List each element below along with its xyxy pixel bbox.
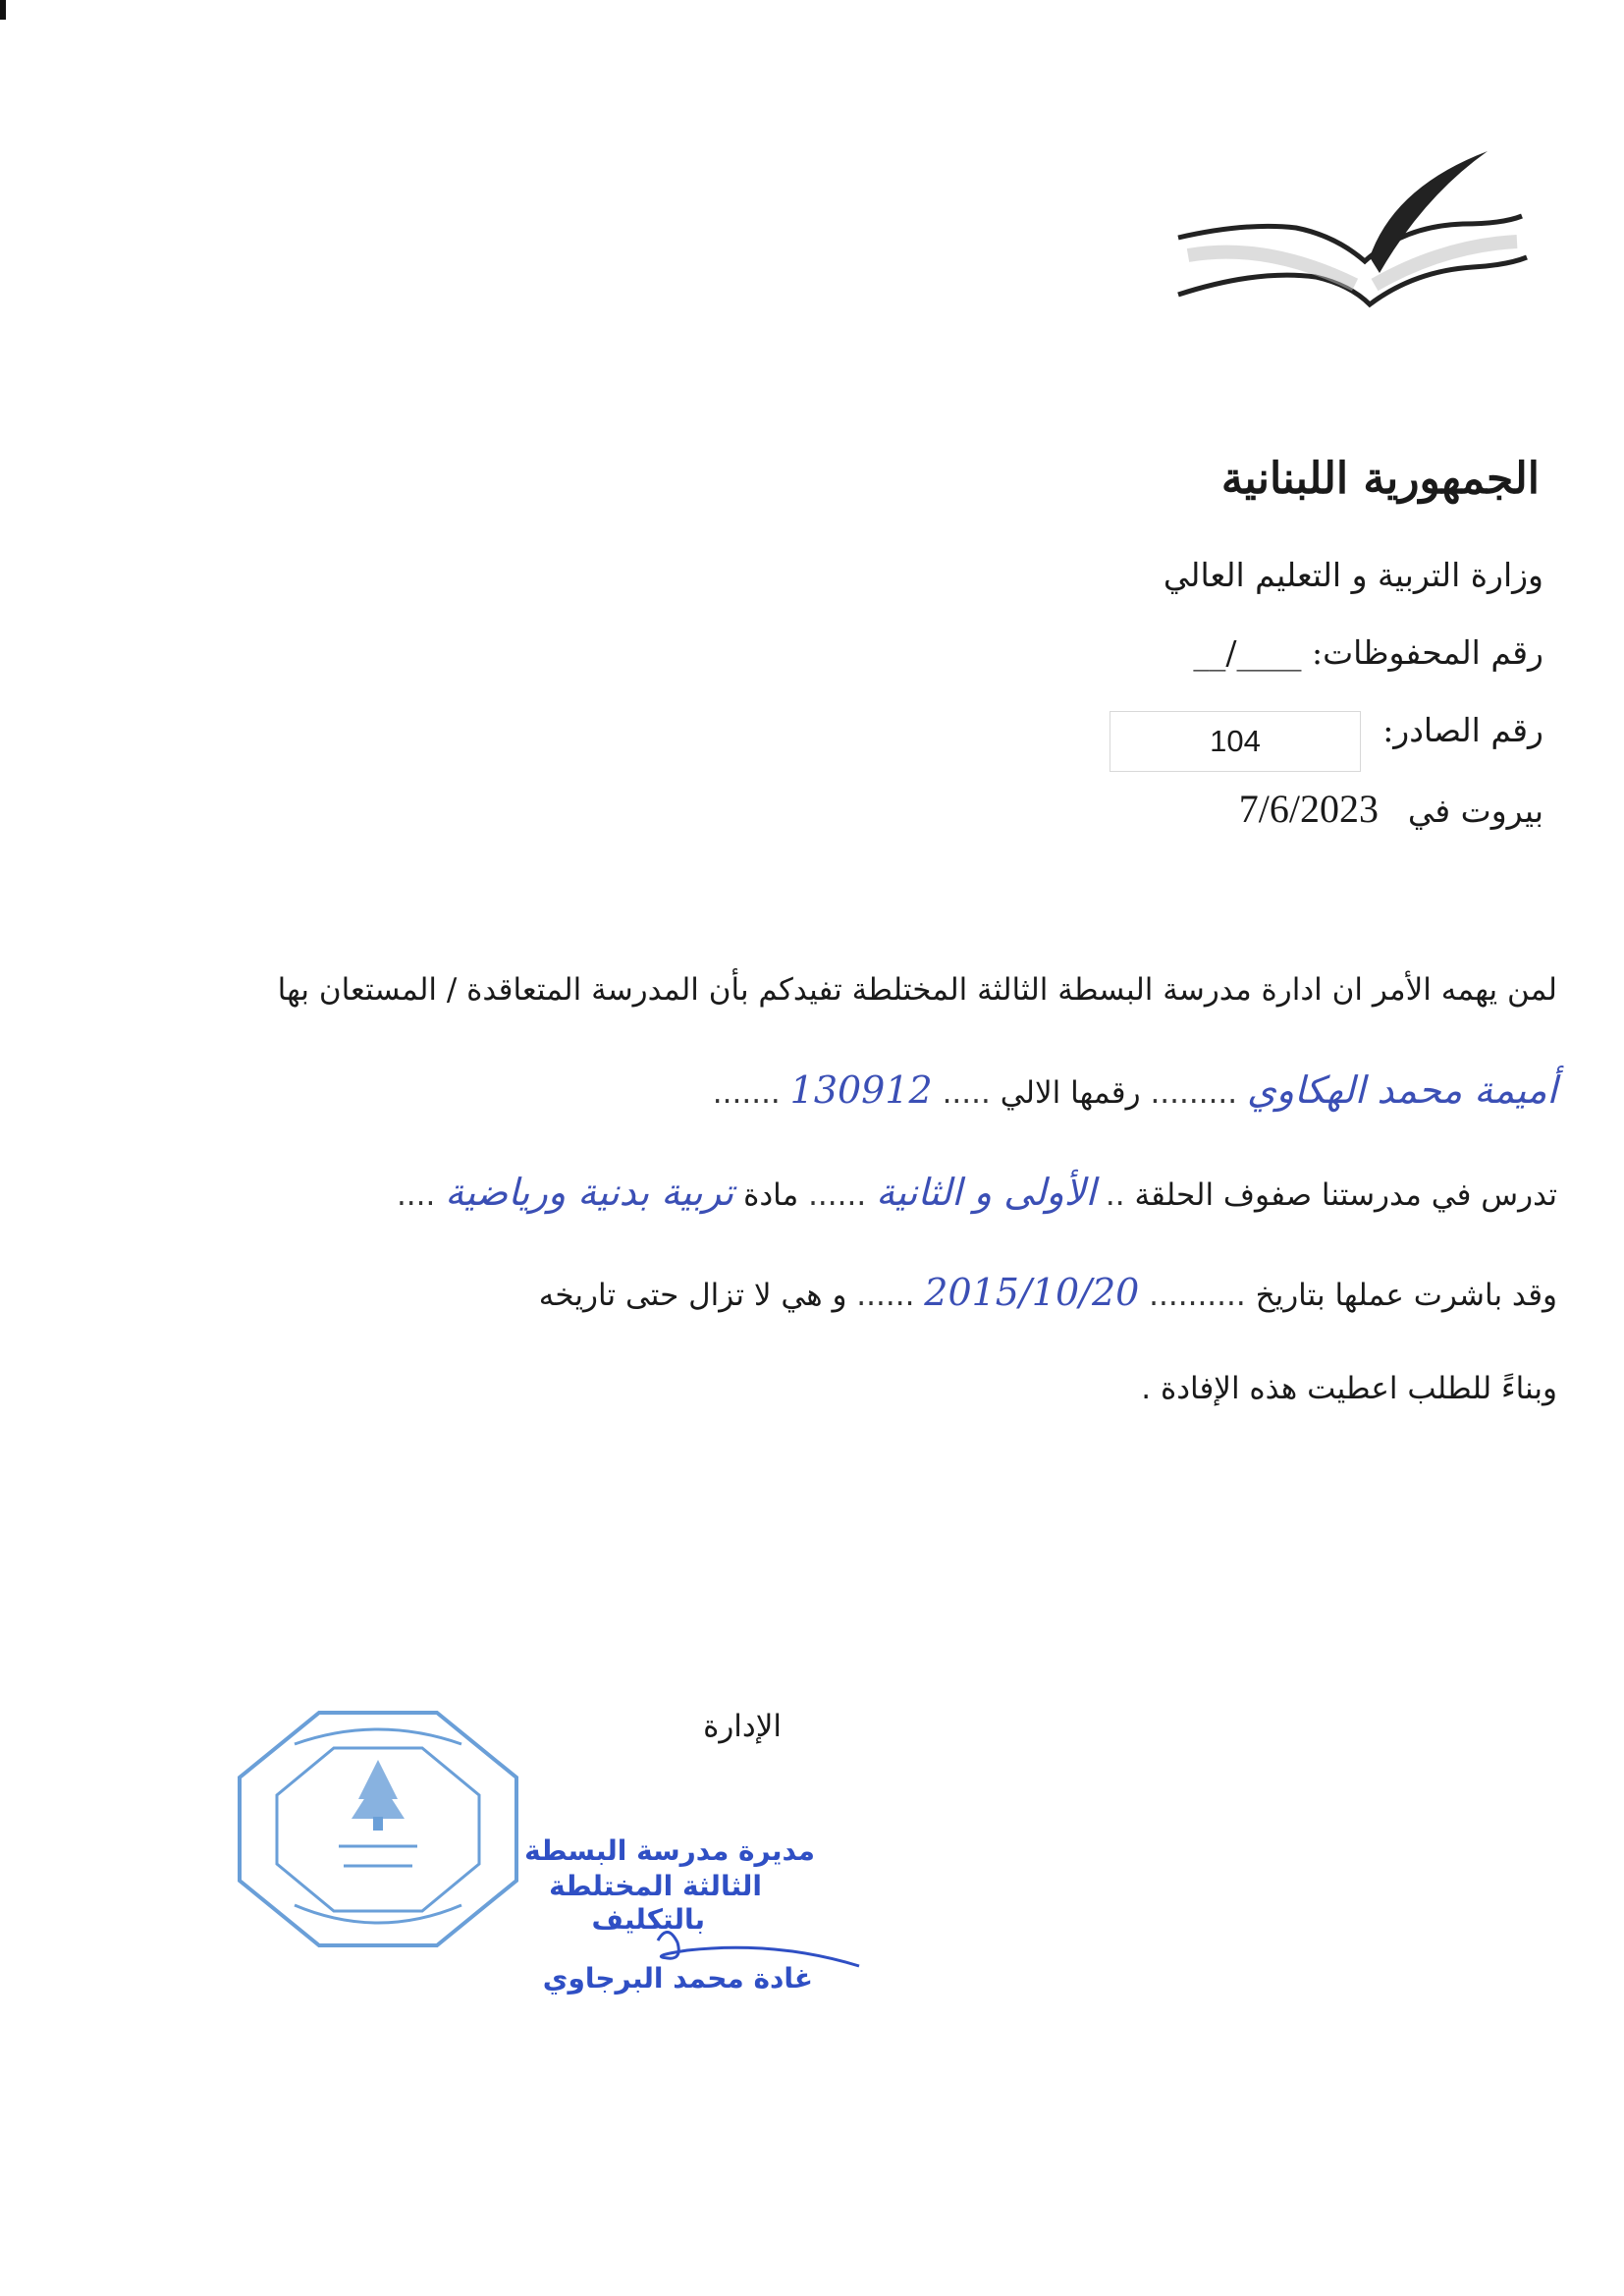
teaches-label: تدرس في مدرستنا صفوف الحلقة <box>1134 1177 1557 1213</box>
still-label: و هي لا تزال حتى تاريخه <box>538 1278 847 1313</box>
body-line-3: تدرس في مدرستنا صفوف الحلقة .. الأولى و الثانية ...... مادة تربية بدنية ورياضية .... <box>396 1171 1557 1214</box>
handwritten-serial: 130912 <box>789 1068 933 1112</box>
ministry-logo-icon <box>1168 147 1532 324</box>
handwritten-start-date: 2015/10/20 <box>924 1271 1140 1314</box>
outgoing-number-label: رقم الصادر: <box>1382 711 1543 749</box>
ministry-name: وزارة التربية و التعليم العالي <box>1163 556 1543 594</box>
body-line-4: وقد باشرت عملها بتاريخ .......... 2015/10/20 ...... و هي لا تزال حتى تاريخه <box>538 1271 1557 1314</box>
archive-number-label: رقم المحفوظات: <box>1311 633 1543 672</box>
closing-line: وبناءً للطلب اعطيت هذه الإفادة . <box>1141 1371 1557 1406</box>
started-label: وقد باشرت عملها بتاريخ <box>1255 1278 1557 1313</box>
stamp-line-1: مديرة مدرسة البسطة <box>524 1834 815 1867</box>
subject-label: مادة <box>743 1177 799 1213</box>
place-label: بيروت في <box>1407 792 1543 830</box>
body-line-2: أميمة محمد الهكاوي ......... رقمها الالي ..... 130912 ....... <box>712 1068 1557 1112</box>
document-date: 7/6/2023 <box>1238 787 1379 831</box>
director-name: غادة محمد البرجاوي <box>542 1962 813 1995</box>
scan-edge-mark <box>0 0 6 20</box>
handwritten-subject: تربية بدنية ورياضية <box>445 1171 734 1214</box>
archive-number-row <box>1193 633 1543 672</box>
school-seal-icon <box>236 1709 520 1949</box>
handwritten-cycle: الأولى و الثانية <box>876 1171 1096 1214</box>
administration-label: الإدارة <box>703 1709 782 1744</box>
body-line-1: لمن يهمه الأمر ان ادارة مدرسة البسطة الثالثة المختلطة تفيدكم بأن المدرسة المتعاقدة / المستعان بها <box>277 972 1557 1008</box>
outgoing-number-box: 104 <box>1110 711 1361 772</box>
republic-title: الجمهورية اللبنانية <box>1220 454 1540 504</box>
handwritten-name: أميمة محمد الهكاوي <box>1247 1068 1557 1112</box>
stamp-line-2: الثالثة المختلطة <box>549 1870 762 1902</box>
stamp-line-3: بالتكليف <box>591 1903 705 1936</box>
serial-label: رقمها الالي <box>1000 1075 1141 1111</box>
archive-number-value: ____/__ <box>1193 633 1302 672</box>
